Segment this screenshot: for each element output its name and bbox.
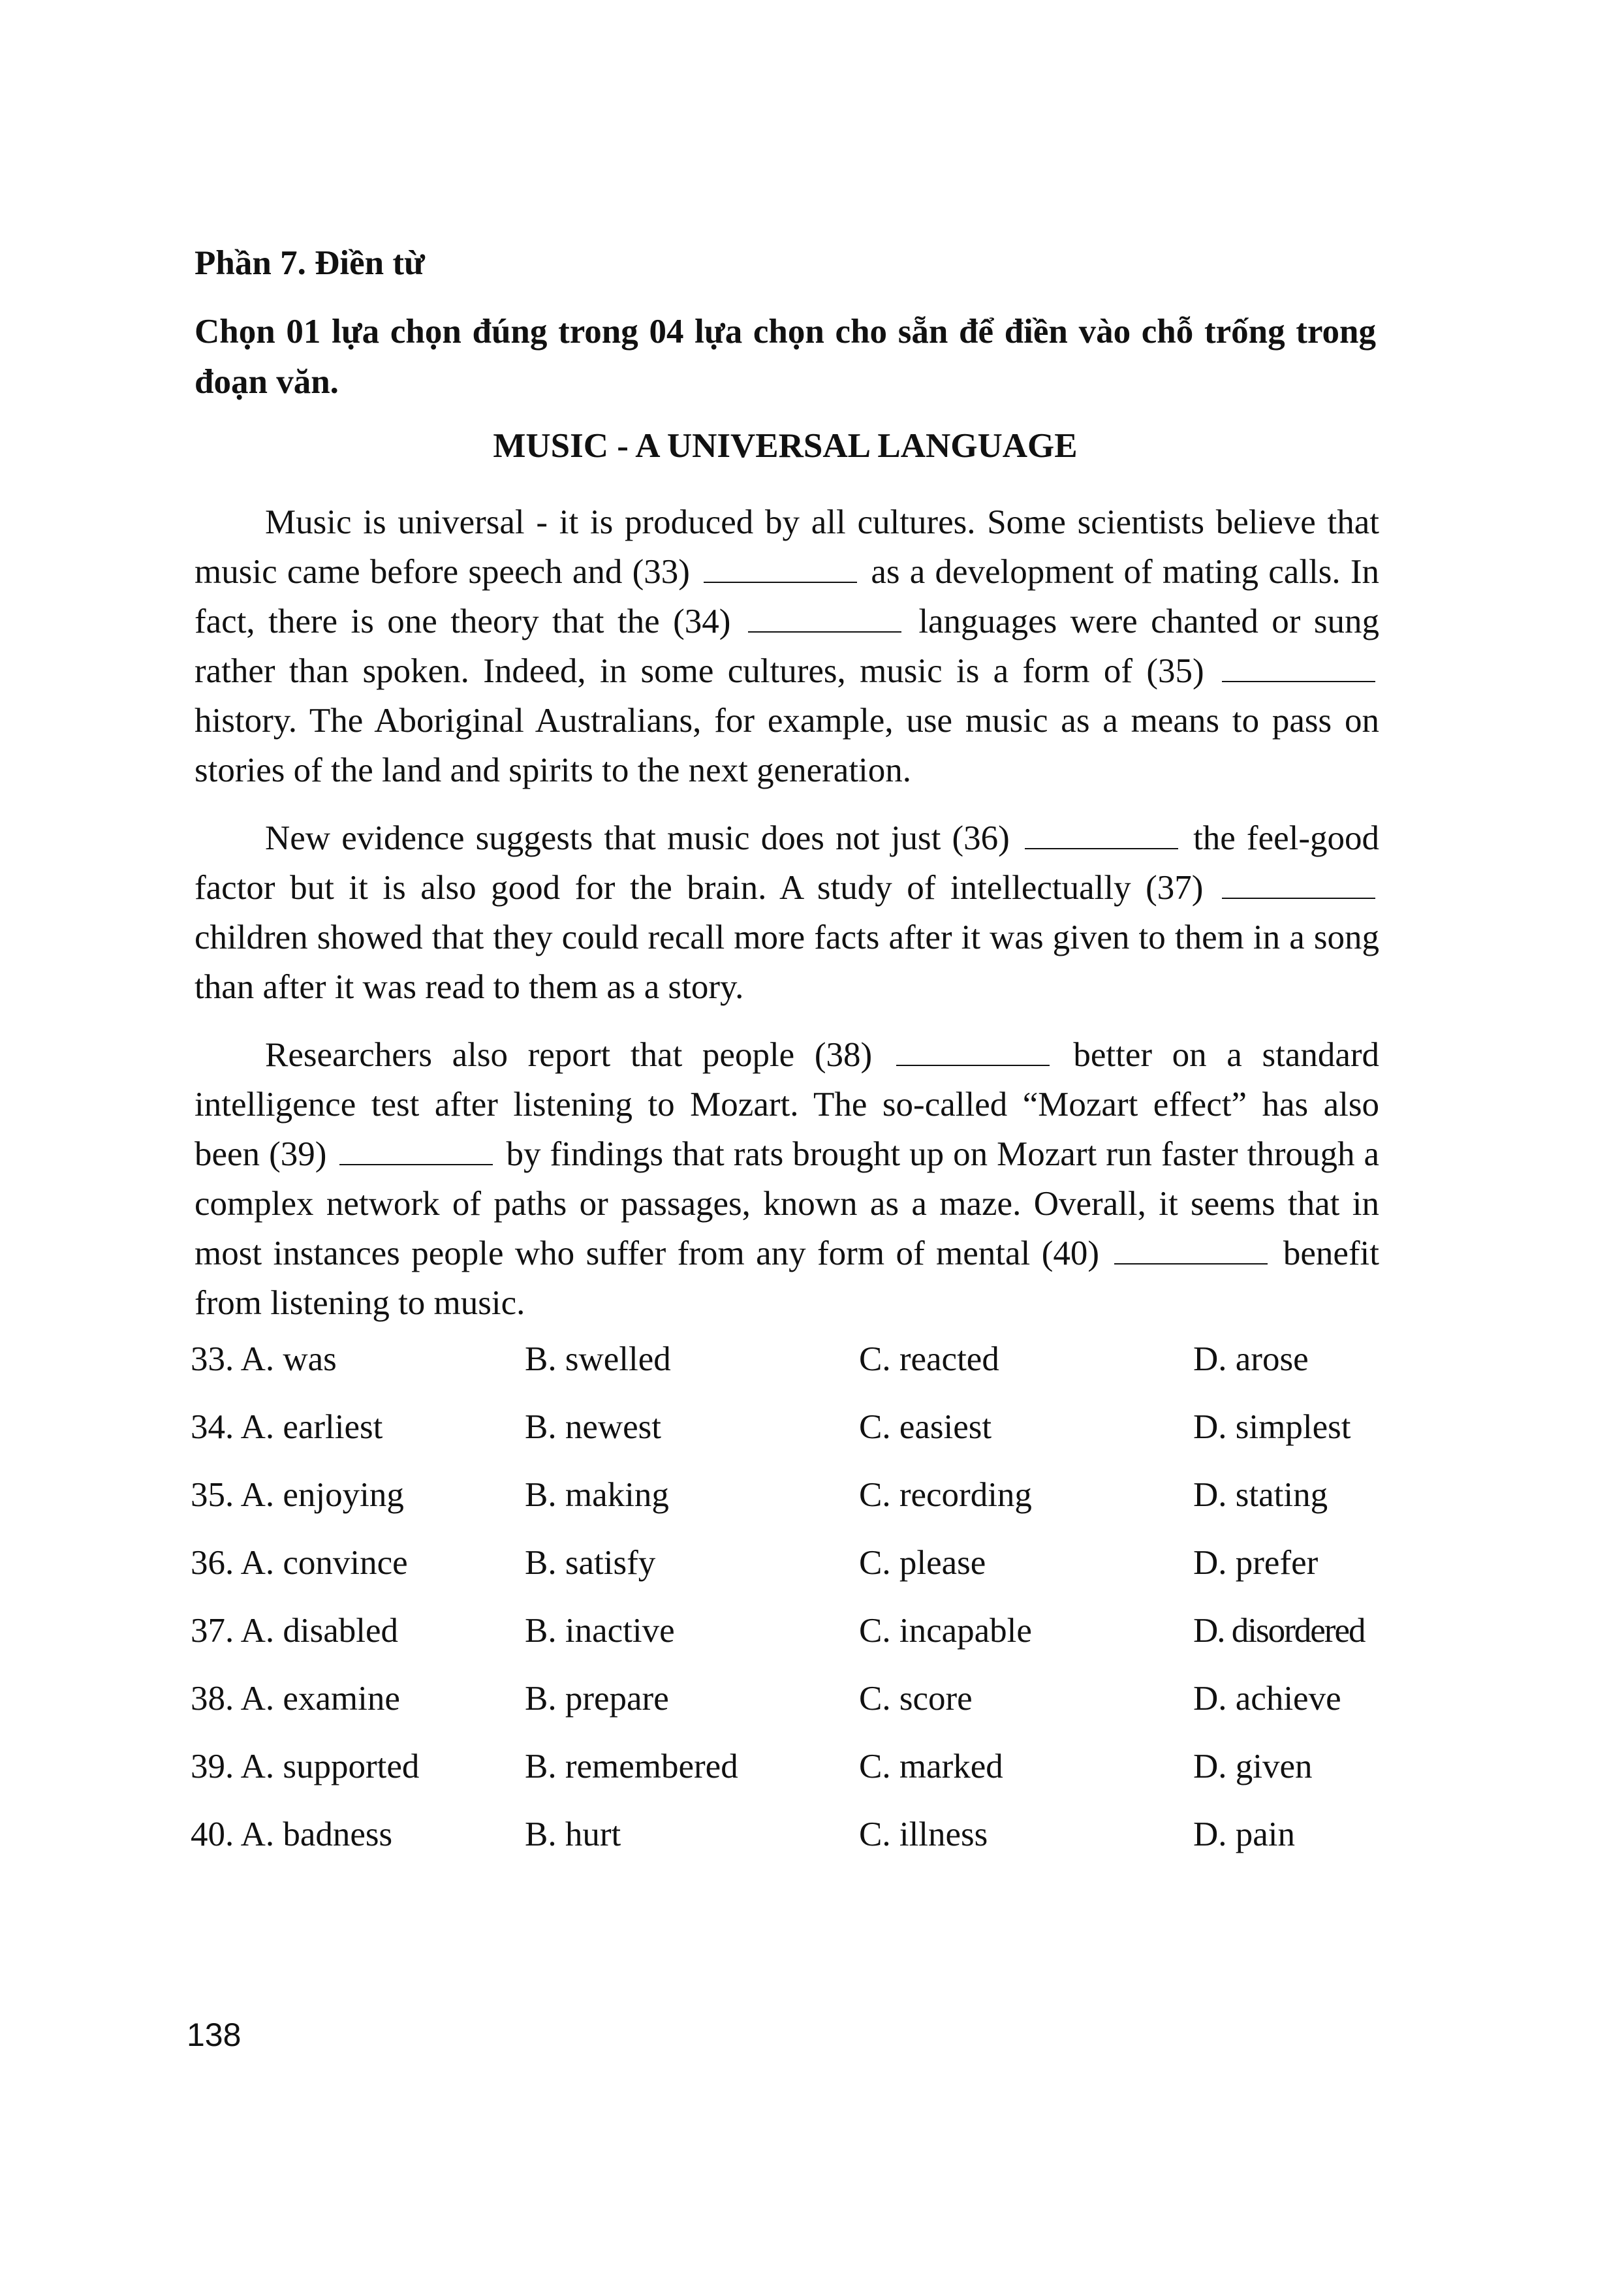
answer-blank-36	[1025, 822, 1178, 849]
option-a: 37. A. disabled	[191, 1612, 398, 1650]
option-c: C. please	[859, 1544, 986, 1582]
option-d: D. given	[1193, 1748, 1313, 1785]
option-d: D. arose	[1193, 1340, 1309, 1378]
question-row	[191, 1815, 1385, 1883]
option-b: B. satisfy	[525, 1544, 656, 1582]
option-d: D. prefer	[1193, 1544, 1319, 1582]
option-c: C. marked	[859, 1748, 1003, 1785]
option-d: D. stating	[1193, 1476, 1328, 1514]
passage-title: MUSIC - A UNIVERSAL LANGUAGE	[493, 427, 1078, 465]
answer-blank-39	[339, 1138, 493, 1165]
option-b: B. swelled	[525, 1340, 671, 1378]
answer-options	[191, 1340, 1385, 1883]
question-row	[191, 1340, 1385, 1407]
question-row	[191, 1543, 1385, 1611]
question-row	[191, 1475, 1385, 1543]
option-a: 40. A. badness	[191, 1815, 393, 1853]
paragraph-text: New evidence suggests that music does not just (36)	[265, 819, 1010, 857]
paragraph-3	[195, 1030, 1379, 1328]
option-d: D. simplest	[1193, 1408, 1351, 1446]
paragraph-text: by findings that rats brought up on Mozart run faster through a complex network of paths or passages, known as a maze. Overall, it seems that in most instances people who suffer from any form of mental (40)	[195, 1135, 1380, 1272]
option-a: 33. A. was	[191, 1340, 337, 1378]
paragraph-text: benefit from listening to music.	[195, 1234, 1379, 1322]
option-a: 36. A. convince	[191, 1544, 408, 1582]
question-row	[191, 1747, 1385, 1815]
answer-blank-38	[896, 1039, 1050, 1066]
option-c: C. incapable	[859, 1612, 1032, 1650]
option-c: C. easiest	[859, 1408, 992, 1446]
option-b: B. hurt	[525, 1815, 621, 1853]
question-row	[191, 1611, 1385, 1679]
page-number: 138	[187, 2017, 242, 2053]
paragraph-text: as a development of mating calls. In fact, there is one theory that the (34)	[195, 553, 1380, 640]
option-c: C. recording	[859, 1476, 1032, 1514]
option-a: 35. A. enjoying	[191, 1476, 404, 1514]
question-row	[191, 1679, 1385, 1747]
option-d: D. pain	[1193, 1815, 1296, 1853]
option-b: B. making	[525, 1476, 669, 1514]
option-d: D. disordered	[1193, 1612, 1365, 1650]
paragraph-text: Music is universal - it is produced by all cultures. Some scientists believe that music came before speech and (33)	[195, 503, 1379, 591]
paragraph-text: Researchers also report that people (38)	[265, 1036, 873, 1074]
answer-blank-33	[704, 556, 857, 583]
option-d: D. achieve	[1193, 1680, 1341, 1718]
paragraph-text: better on a standard intelligence test after listening to Mozart. The so-called “Mozart effect” has also been (39)	[195, 1036, 1380, 1173]
option-c: C. reacted	[859, 1340, 999, 1378]
answer-blank-37	[1222, 872, 1375, 899]
option-c: C. score	[859, 1680, 973, 1718]
section-title: Phần 7. Điền từ	[195, 244, 425, 282]
paragraph-text: children showed that they could recall more facts after it was given to them in a song than after it was read to them as a story.	[195, 919, 1379, 1006]
paragraph-text: history. The Aboriginal Australians, for example, use music as a means to pass on stories of the land and spirits to the next generation.	[195, 702, 1379, 789]
passage	[195, 497, 1379, 1346]
instruction-text: Chọn 01 lựa chọn đúng trong 04 lựa chọn cho sẵn để điền vào chỗ trống trong đoạn văn.	[195, 313, 1376, 401]
option-b: B. remembered	[525, 1748, 738, 1785]
option-a: 38. A. examine	[191, 1680, 400, 1718]
option-b: B. prepare	[525, 1680, 669, 1718]
answer-blank-35	[1222, 655, 1375, 682]
answer-blank-34	[748, 605, 901, 633]
option-c: C. illness	[859, 1815, 988, 1853]
paragraph-text: the feel-good factor but it is also good for the brain. A study of intellectually (37)	[195, 819, 1380, 907]
paragraph-1	[195, 497, 1379, 795]
option-b: B. inactive	[525, 1612, 675, 1650]
paragraph-text: languages were chanted or sung rather than spoken. Indeed, in some cultures, music is a form of (35)	[195, 603, 1380, 690]
option-a: 39. A. supported	[191, 1748, 420, 1785]
question-row	[191, 1407, 1385, 1475]
option-a: 34. A. earliest	[191, 1408, 383, 1446]
answer-blank-40	[1114, 1237, 1268, 1265]
option-b: B. newest	[525, 1408, 662, 1446]
paragraph-2	[195, 813, 1379, 1012]
